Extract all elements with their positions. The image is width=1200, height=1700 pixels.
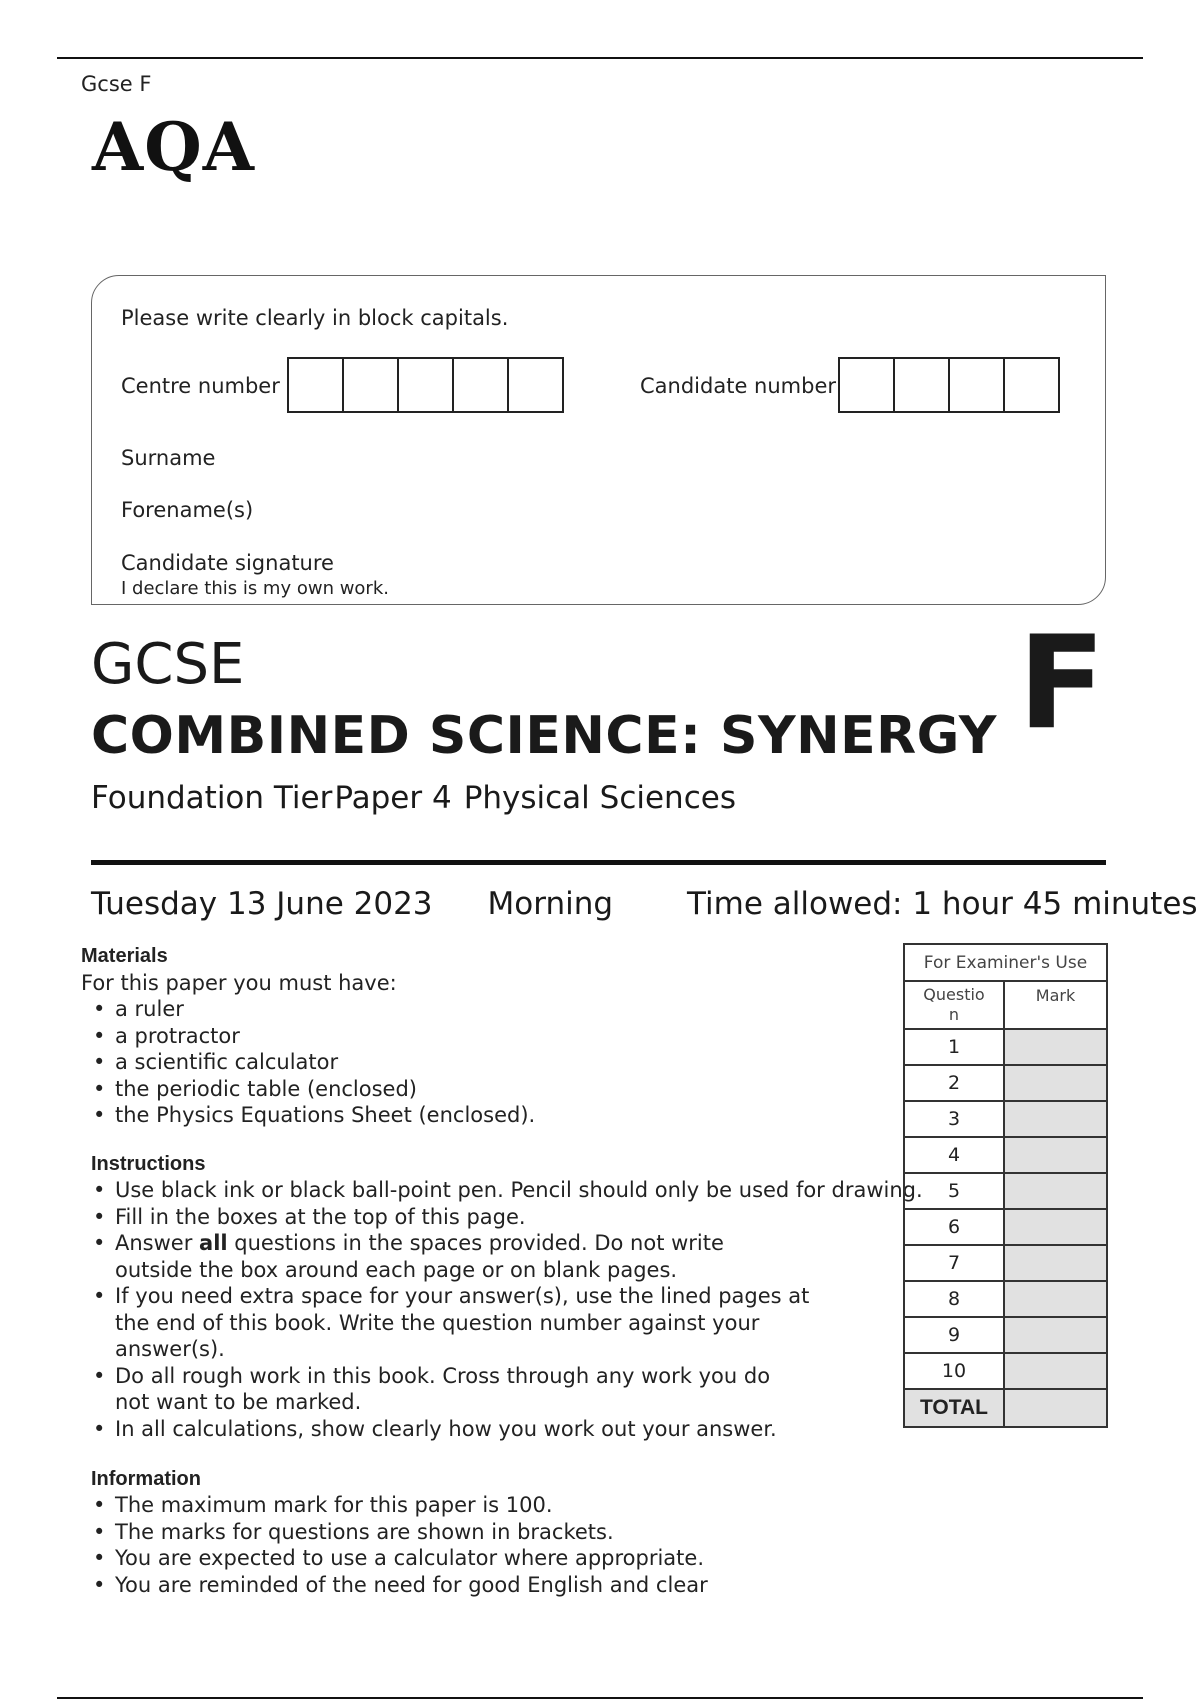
list-item: • the periodic table (enclosed)	[91, 1076, 535, 1103]
candidate-number-digit-1[interactable]	[838, 357, 895, 413]
time-allowed: Time allowed: 1 hour 45 minutes	[687, 886, 1198, 922]
tier-name: Foundation Tier	[91, 780, 333, 816]
qualification-title: GCSE	[91, 632, 245, 697]
centre-number-boxes	[287, 357, 564, 413]
question-number: 8	[904, 1281, 1004, 1317]
list-item: • You are expected to use a calculator where appropriate.	[91, 1545, 708, 1572]
centre-number-label: Centre number	[121, 374, 280, 398]
list-item: • Fill in the boxes at the top of this page.	[91, 1204, 923, 1231]
mark-cell	[1004, 1065, 1107, 1101]
instruction-emphasis: all	[199, 1231, 228, 1255]
list-item: • In all calculations, show clearly how you work out your answer.	[91, 1416, 923, 1443]
candidate-number-boxes	[838, 357, 1060, 413]
block-capitals-instruction: Please write clearly in block capitals.	[121, 306, 509, 330]
centre-number-digit-2[interactable]	[342, 357, 399, 413]
list-item: • The marks for questions are shown in brackets.	[91, 1519, 708, 1546]
list-item: • a scientific calculator	[91, 1049, 535, 1076]
centre-number-digit-5[interactable]	[507, 357, 564, 413]
list-item: • a protractor	[91, 1023, 535, 1050]
question-column-header	[904, 981, 1004, 1029]
instruction-text: not want to be marked.	[115, 1390, 362, 1414]
schedule-line	[91, 886, 1198, 922]
list-item	[91, 1283, 923, 1363]
question-number: 6	[904, 1209, 1004, 1245]
instruction-text: the end of this book. Write the question number against your	[115, 1310, 760, 1335]
signature-label: Candidate signature	[121, 551, 334, 575]
tier-letter: F	[1018, 609, 1106, 758]
total-label: TOTAL	[904, 1389, 1004, 1427]
list-item: • a ruler	[91, 996, 535, 1023]
declaration-text: I declare this is my own work.	[121, 578, 389, 599]
list-item: • The maximum mark for this paper is 100.	[91, 1492, 708, 1519]
question-number: 5	[904, 1173, 1004, 1209]
mark-cell	[1004, 1137, 1107, 1173]
question-header-line-1: Questio	[923, 985, 985, 1004]
instructions-list	[91, 1177, 923, 1442]
mark-cell	[1004, 1245, 1107, 1281]
exam-date: Tuesday 13 June 2023	[91, 886, 433, 922]
instructions-heading: Instructions	[91, 1153, 206, 1175]
title-rule	[91, 860, 1106, 865]
examiner-table-title: For Examiner's Use	[904, 944, 1107, 981]
mark-cell	[1004, 1317, 1107, 1353]
centre-number-digit-1[interactable]	[287, 357, 344, 413]
instruction-text: If you need extra space for your answer(s), use the lined pages at	[115, 1284, 810, 1308]
information-heading: Information	[91, 1468, 201, 1490]
question-number: 4	[904, 1137, 1004, 1173]
paper-title: Physical Sciences	[463, 780, 736, 816]
paper-number: Paper 4	[334, 780, 452, 816]
bottom-rule	[57, 1697, 1143, 1699]
question-header-line-2: n	[948, 1005, 960, 1024]
question-number: 10	[904, 1353, 1004, 1389]
list-item: • the Physics Equations Sheet (enclosed).	[91, 1102, 535, 1129]
surname-label: Surname	[121, 446, 216, 470]
aqa-logo: AQA	[92, 108, 255, 186]
question-number: 1	[904, 1029, 1004, 1065]
centre-number-digit-4[interactable]	[452, 357, 509, 413]
mark-cell	[1004, 1209, 1107, 1245]
materials-list	[91, 996, 535, 1129]
list-item	[91, 1363, 923, 1416]
exam-session: Morning	[487, 886, 614, 922]
question-number: 7	[904, 1245, 1004, 1281]
instruction-text: outside the box around each page or on blank pages.	[115, 1257, 678, 1282]
list-item: • You are reminded of the need for good English and clear	[91, 1572, 708, 1599]
candidate-number-label: Candidate number	[640, 374, 836, 398]
mark-column-header: Mark	[1004, 981, 1107, 1029]
mark-cell	[1004, 1353, 1107, 1389]
candidate-number-digit-3[interactable]	[948, 357, 1005, 413]
instruction-text: Answer	[115, 1231, 200, 1255]
mark-cell	[1004, 1281, 1107, 1317]
centre-number-digit-3[interactable]	[397, 357, 454, 413]
mark-cell	[1004, 1029, 1107, 1065]
materials-heading: Materials	[81, 945, 168, 967]
top-rule	[57, 57, 1143, 59]
instruction-text: Do all rough work in this book. Cross through any work you do	[115, 1363, 771, 1388]
subject-title: COMBINED SCIENCE: SYNERGY	[91, 706, 997, 766]
question-number: 9	[904, 1317, 1004, 1353]
paper-line	[91, 780, 748, 816]
materials-intro: For this paper you must have:	[81, 971, 397, 995]
instruction-text: answer(s).	[115, 1337, 225, 1361]
forenames-label: Forename(s)	[121, 498, 254, 522]
mark-cell	[1004, 1173, 1107, 1209]
header-label: Gcse F	[81, 72, 152, 96]
question-number: 3	[904, 1101, 1004, 1137]
list-item: • Use black ink or black ball-point pen. Pencil should only be used for drawing.	[91, 1177, 923, 1204]
list-item	[91, 1230, 923, 1283]
candidate-number-digit-2[interactable]	[893, 357, 950, 413]
information-list	[91, 1492, 708, 1598]
total-mark-cell	[1004, 1389, 1107, 1427]
mark-cell	[1004, 1101, 1107, 1137]
instruction-text: questions in the spaces provided. Do not write	[227, 1231, 724, 1255]
question-number: 2	[904, 1065, 1004, 1101]
examiner-use-table	[903, 943, 1108, 1428]
candidate-number-digit-4[interactable]	[1003, 357, 1060, 413]
